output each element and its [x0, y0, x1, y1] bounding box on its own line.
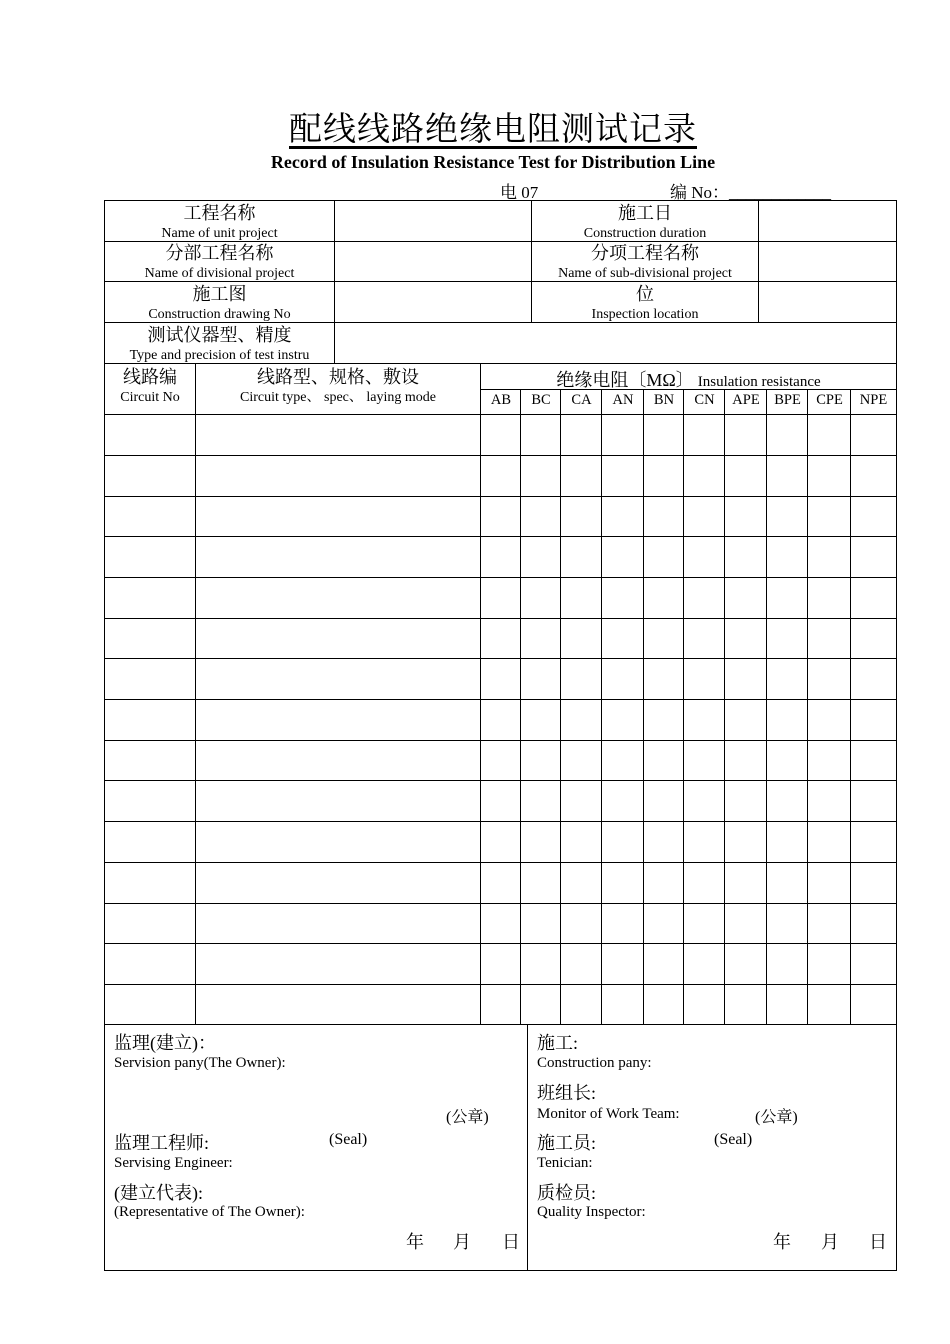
monitor-label: 班组长: — [537, 1083, 597, 1103]
project-name-field[interactable] — [335, 202, 531, 241]
resistance-column-header: BN — [653, 392, 675, 408]
right-date-year: 年 — [773, 1232, 791, 1252]
form-title: 配线线路绝缘电阻测试记录 — [289, 112, 697, 148]
duration-label: 施工日 Construction duration — [583, 203, 707, 241]
resistance-column-header: CN — [694, 392, 715, 408]
divisional-field[interactable] — [335, 242, 531, 281]
supervision-label: 监理(建立)： — [114, 1033, 216, 1053]
inspector-label-en: Quality Inspector: — [537, 1204, 646, 1220]
resistance-column-header: AB — [490, 392, 512, 408]
supervision-label-en: Servision pany(The Owner): — [114, 1055, 286, 1071]
left-seal-en: (Seal) — [329, 1131, 368, 1148]
monitor-label-en: Monitor of Work Team: — [537, 1106, 680, 1122]
resistance-column-header: CA — [571, 392, 592, 408]
right-seal-zh: (公章) — [755, 1109, 798, 1126]
resistance-column-header: NPE — [859, 392, 888, 408]
left-seal-zh: (公章) — [446, 1109, 489, 1126]
construction-label-en: Construction pany: — [537, 1055, 652, 1071]
duration-field[interactable] — [759, 202, 896, 241]
serial-number — [670, 178, 831, 203]
engineer-label-en: Servising Engineer: — [114, 1155, 233, 1171]
location-field[interactable] — [759, 283, 896, 322]
circuit-no-header: 线路编 Circuit No — [120, 367, 180, 405]
resistance-column-header: BC — [531, 392, 551, 408]
left-date-year: 年 — [406, 1232, 424, 1252]
right-date-month: 月 — [821, 1232, 839, 1252]
drawing-field[interactable] — [335, 283, 531, 322]
technician-label: 施工员: — [537, 1133, 597, 1153]
technician-label-en: Tenician: — [537, 1155, 593, 1171]
instrument-label: 测试仪器型、精度 Type and precision of test instru — [129, 325, 310, 363]
inspector-label: 质检员: — [537, 1183, 597, 1203]
engineer-label: 监理工程师: — [114, 1133, 210, 1153]
owner-rep-label: (建立代表): — [114, 1183, 203, 1203]
left-date-month: 月 — [453, 1232, 471, 1252]
resistance-column-header: AN — [612, 392, 634, 408]
form-subtitle: Record of Insulation Resistance Test for Distribution Line — [270, 152, 716, 172]
serial-blank: ____________ — [729, 183, 832, 202]
construction-label: 施工: — [537, 1033, 579, 1053]
subdivisional-field[interactable] — [759, 242, 896, 281]
serial-label: 编 No： — [670, 183, 730, 202]
resistance-column-header: CPE — [816, 392, 843, 408]
right-date-day: 日 — [869, 1232, 887, 1252]
drawing-label: 施工图 Construction drawing No — [148, 284, 291, 322]
instrument-field[interactable] — [335, 324, 896, 363]
resistance-header: 绝缘电阻〔MΩ〕 Insulation resistance — [556, 370, 821, 389]
project-name-label: 工程名称 Name of unit project — [161, 203, 278, 241]
form-code: 电 07 — [500, 183, 539, 202]
left-date-day: 日 — [502, 1232, 520, 1252]
subdivisional-label: 分项工程名称 Name of sub-divisional project — [558, 243, 732, 281]
resistance-column-header: BPE — [774, 392, 801, 408]
circuit-type-header: 线路型、规格、敷设 Circuit type、 spec、 laying mode — [240, 367, 436, 405]
owner-rep-label-en: (Representative of The Owner): — [114, 1204, 305, 1220]
right-seal-en: (Seal) — [714, 1131, 753, 1148]
location-label: 位 Inspection location — [591, 284, 699, 322]
resistance-column-header: APE — [732, 392, 760, 408]
divisional-label: 分部工程名称 Name of divisional project — [144, 243, 295, 281]
